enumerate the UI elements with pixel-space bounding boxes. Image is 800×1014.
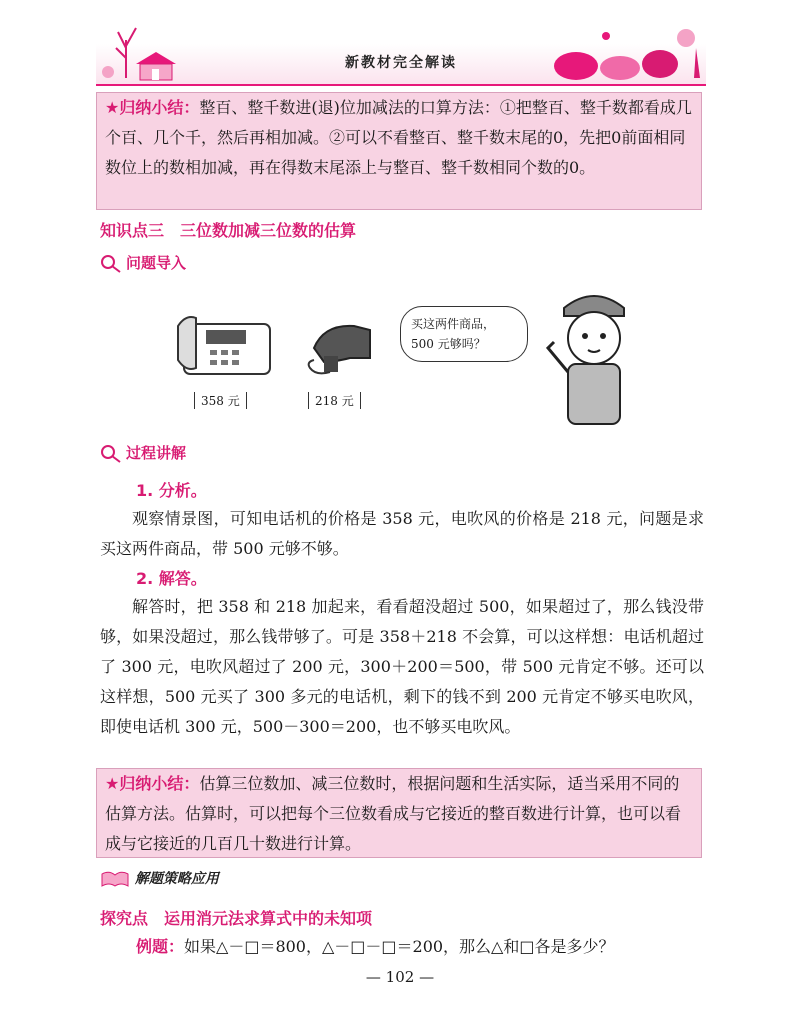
summary-box	[96, 768, 702, 858]
flower-decoration-icon	[536, 18, 706, 84]
speech-line-2: 500 元够吗？	[411, 337, 486, 351]
phone-price: 358 元	[201, 394, 240, 408]
intro-heading	[100, 252, 186, 274]
example-text: 如果△－□＝800，△－□－□＝200，那么△和□各是多少？	[184, 937, 615, 956]
step2-text: 解答时，把 358 和 218 加起来，看看超没超过 500，如果超过了，那么钱没带够，如果没超过，那么钱带够了。可是 358＋218 不会算，可以这样想：电话机超过了 300 元，电吹风超过了 200 元，300＋200＝500，带 500 元肯定不够。还可以这样想，500 元买了 300 多元的电话机，剩下的钱不到 200 元肯定不够买电吹风，即使电话机 300 元，500－300＝200，也不够买电吹风。	[100, 597, 704, 736]
scenario-illustration	[168, 288, 648, 428]
strategy-heading	[100, 868, 270, 892]
step2-title: 2. 解答。	[136, 569, 207, 588]
boy-character-icon	[544, 288, 644, 426]
hair-dryer-icon	[304, 318, 384, 378]
summary-box	[96, 92, 702, 210]
explore-title: 探究点 运用消元法求算式中的未知项	[100, 909, 373, 928]
page-header	[96, 18, 706, 82]
summary-label: ★归纳小结：	[105, 774, 200, 793]
summary-text: 整百、整千数进(退)位加减法的口算方法：①把整百、整千数都看成几个百、几个千，然后再相加减。②可以不看整百、整千数末尾的0，先把0前面相同数位上的数相加减，再在得数末尾添上与整百、整千数相同个数的0。	[105, 98, 692, 177]
example-problem	[136, 934, 614, 957]
house-tree-decoration-icon	[96, 18, 206, 84]
phone-price-tag	[194, 392, 247, 409]
telephone-icon	[176, 308, 276, 378]
open-book-icon	[100, 870, 130, 888]
speech-bubble	[400, 306, 528, 362]
step1-text: 观察情景图，可知电话机的价格是 358 元，电吹风的价格是 218 元，问题是求买这两件商品，带 500 元够不够。	[100, 509, 704, 558]
summary-text: 估算三位数加、减三位数时，根据问题和生活实际，适当采用不同的估算方法。估算时，可以把每个三位数看成与它接近的整百数进行计算，也可以看成与它接近的几百几十数进行计算。	[105, 774, 682, 853]
speech-line-1: 买这两件商品，	[411, 317, 496, 331]
magnifier-icon	[100, 254, 122, 274]
magnifier-icon	[100, 444, 122, 464]
strategy-label: 解题策略应用	[134, 871, 219, 887]
page-number: — 102 —	[365, 968, 435, 986]
summary-label: ★归纳小结：	[105, 98, 200, 117]
process-label: 过程讲解	[126, 444, 187, 462]
book-title: 新教材完全解读	[345, 55, 457, 71]
dryer-price-tag	[308, 392, 361, 409]
dryer-price: 218 元	[315, 394, 354, 408]
process-heading	[100, 442, 186, 464]
step1-title: 1. 分析。	[136, 481, 207, 500]
section-title: 知识点三 三位数加减三位数的估算	[100, 221, 357, 240]
example-label: 例题：	[136, 937, 185, 956]
intro-label: 问题导入	[126, 254, 187, 272]
